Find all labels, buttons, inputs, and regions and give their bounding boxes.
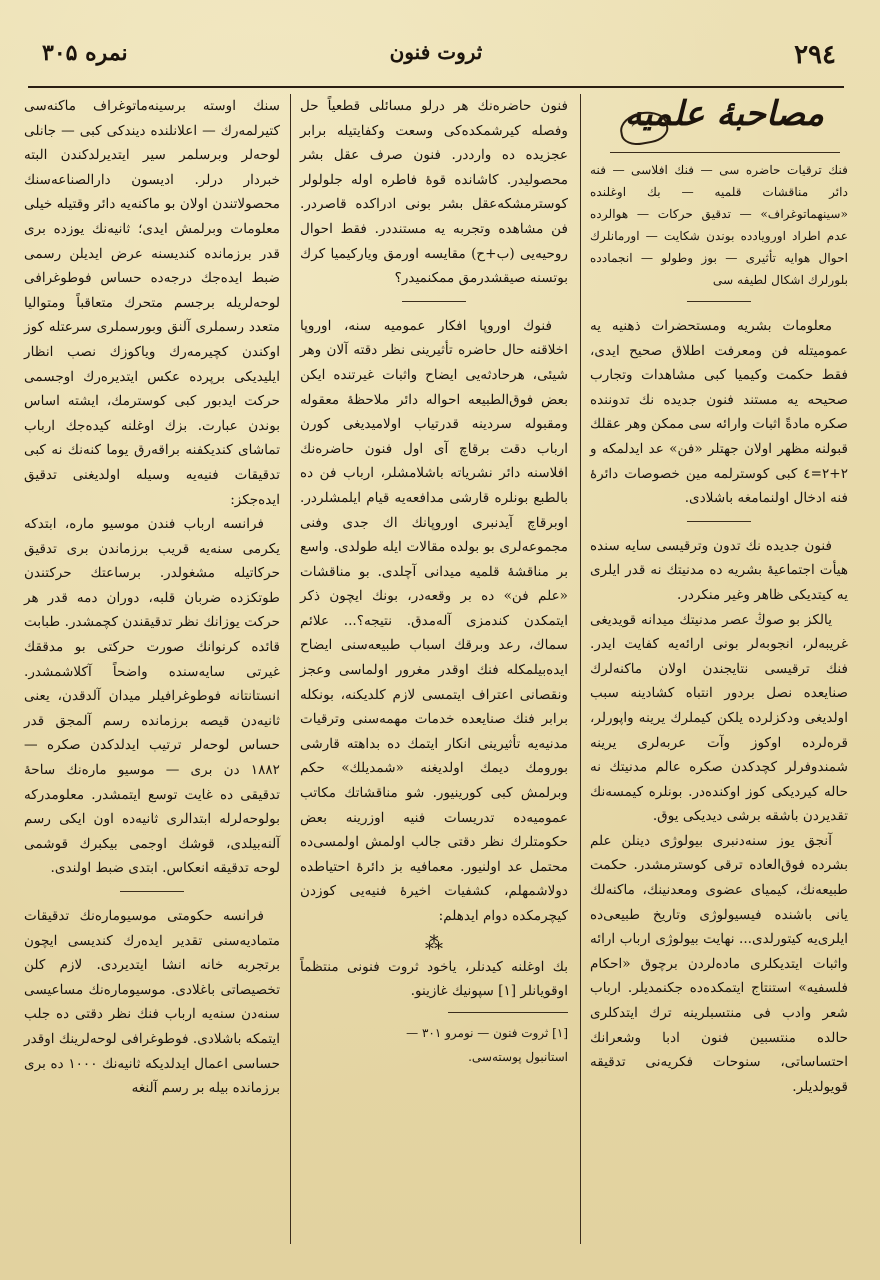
column-middle: [300, 94, 568, 1069]
section-separator: ⁂: [425, 932, 443, 954]
paragraph: فرانسه ارباب فندن موسيو ماره، ابتدكه يكرمی سنه‌يه قريب برزماندن بری تدقيق حركاتيله مشغولدر. برساعتك حركتندن طوتكزده ضربان قلبه، دوران دمه قدر هر حركت يوزانك نظر تدقيقندن كچمشدر. طبابت قائده كرنوانك صورت حركتی بو مدققك غيرتی سايه‌سنده واضحاً آكلاشمشدر. انستانتانه فوطوغرافيلر ميدان آلدقدن، يعنی ثانيه‌دن قيصه برزمانده رسم آلمجق قدر حساس لوحه‌لر ترتيب ايدلدكدن صكره — ۱۸۸۲ دن بری — موسيو ماره‌نك ساحهٔ تدقيقی ده غايت توسع ايتمشدر. معلومدركه بولوحه‌لرله ابتدالری ثانيه‌ده اون ايكی رسم آلنه‌بيلدی، قوشك اوجمی بيكبرك قوشمی لوحه تدقيقه انعكاس. ابتدی ضبط اولندی.: [24, 516, 280, 877]
page-header: [28, 34, 844, 88]
article-title: مصاحبهٔ علميه: [624, 94, 824, 134]
article-title-block: [610, 94, 840, 153]
paragraph: بك اوغلنه كيدنلر، ياخود ثروت فنونی منتظماً اوقويانلر [۱] سپونيك غازينو.: [300, 958, 568, 1000]
journal-title: ثروت فنون: [389, 40, 483, 64]
page-number: ۲۹٤: [794, 40, 836, 70]
article-summary: فنك ترقيات حاضره سی — فنك افلاسی — فنه دائر مناقشات قلميه — بك اوغلنده «سينهماتوغراف» — تدقيق حركات — هوالرده عدم اطراد اورويادده بوندن شكايت — اورمانلرك احوال هوايه تأثيری — بوز وطولو — انجمادده بلورلرك اشكال لطيفه سی: [590, 163, 848, 287]
paragraph: يالكز بو صوڭ عصر مدنيتك ميدانه قويديغی غريبه‌لر، انجوبه‌لر بونی ارائه‌يه كفايت ايدر. فنك ترقيسی نتايجندن اولان ماكنه‌لرك صنايعده نصل بردور انتباه كشادينه سبب اولديغی ودكزلرده يلكن كيملرك يرينه واپورلر، قره‌لرده اوكوز وآت عربه‌لری يرينه شمندوفرلر كچدكدن صكره عالم مدنيتك نه حاله كيرديكی كوز اوكنده‌در. بونلره كيمسه‌نك تقديردن باشقه برشی ديديكی يوق.: [590, 611, 848, 825]
summary-divider: [687, 301, 751, 302]
footnote-divider: [448, 1012, 568, 1013]
paragraph: فنون جديده نك تدون وترقيسی سايه سنده هيأت اجتماعيهٔ بشريه ده مدنيتك نه قدر ايلری يه كيتديكی ظاهر وغير منكردر.: [590, 537, 848, 603]
paragraph: سنك اوسته برسينه‌ماتوغراف ماكنه‌سی كتيرلمه‌رك — اعلانلنده ديندكی كبی — جانلی لوحه‌لر وبرسلمر سير ايتديرلدكندن البته خبردار درلر. اديسون دارالصناعه‌سنك محصولاتندن اولان بو ماكنه‌يه دائر وقتيله خيلی معلومات وبرلمش ايدی؛ ثانيه‌نك يوزده بری قدر برزمانده كنديسنه عرض ايديلن رسمی ضبط ايده‌جك درجه‌ده حساس فوطوغرافی لوحه‌لريله برجسم متحرك متعاقباً ومتواليا متعدد رسملری آلنق وبورسملری سرعتله كوز اوكندن كچيرمه‌رك وياكوزك نصب انظار ايليديكی برپرده عكس ايتديره‌رك اوجسمی حركت ايدبور كبی كوسترمك، ايشته اساس بوندن عبارت. بزك اوغلنه كيده‌جك ارباب تماشای كنديكفنه براقه‌رق يوما كنه‌نك نه كبی تدقيقات فنيه‌يه وسيله اولديغنی تدقيق ايده‌جكز:: [24, 98, 280, 508]
column-right: [590, 94, 848, 1099]
paragraph: آنجق يوز سنه‌دنبری بيولوژی دينلن علم بشرده فوق‌العاده ترقی كوسترمشدر. حكمت طبيعه‌نك، كيميای عضوی ومعدنينك، ماكنه‌لك يانی باشنده فيسيولوژی وتاريخ طبيعی‌ده ايلری‌يه كيتورلدی... نهايت بيولوژی ارباب ارائه واثبات ايتديكلری ماده‌لردن برچوق «احكام فلسفيه» استنتاج ايتمكده‌ده جكنمديلر. ارباب شعر وادب فی منتسبلرينه ترك ايتدكلری حالده منتسبين فنون ادبا وشعرانك احتساساتی، سنوحات فكريه‌نی تدقيقه قويولديلر.: [590, 832, 848, 1095]
column-left: [24, 94, 280, 1101]
paragraph: فرانسه حكومتی موسيوماره‌نك تدقيقات متماديه‌سنی تقدير ايده‌رك كنديسی ايچون برتجربه خانه انشا ايتديردی. لازم كلن تخصيصاتی باغلادی. موسيوماره‌نك مساعيسی سنه‌دن سنه‌يه ارباب فنك نظر دقتی ده جلب ايتمكه باشلادی. فوطوغرافی لوحه‌لرينك اوقدر حساسی اعمال ايدلديكه ثانيه‌نك ۱۰۰۰ ده بری برزمانده بيله بر رسم آلنغه: [24, 908, 280, 1097]
paragraph-divider: [120, 891, 184, 892]
paragraph: فنوك اوروپا افكار عموميه سنه، اوروپا اخلاقنه حال حاضره تأثيرينی نظر دقته آلان وهر شيئی، هرحادثه‌يی ايضاح واثبات غيرتنده ايكن بعض فوق‌الطبيعه احواله دائر ملاحظهٔ معقوله ومقبوله سردينه قدرتياب اولاميديغی كورن ارباب دقت برقاچ آی اول فنون حاضره‌نك افلاسنه دائر نشرياته باشلامشلر، ارباب فن ده بالطبع بونلره قارشی مدافعه‌يه قيام ايلمشلردر. اوبرقاچ آيدنبری اوروپانك اك جدی وفنی مجموعه‌لری بو بولده مقالات ايله طولدی. واسع بر مناقشهٔ قلميه ميدانی آچلدی. بو مناقشات «علم فن» ده بر وقعه‌در، بونك ايچون ذكر ايتمكدن كندمزی آله‌مدق. نتيجه؟... علائم سماك، رعد وبرقك اسباب طبيعه‌سنی ايضاح ايده‌بيلمكله فنك اوقدر مغرور اولماسی وعجز ونقصانی اعتراف ايتمسی لازم كلديكنه، بونكله برابر فنك صنايعده خدمات مهمه‌سنی وترقيات مدنيه‌يه تأثيرينی انكار ايتمك ده بداهته قارشی بورومك ديمك اولديغنه «شمديلك» حكم وبرلمش كبی كورينيور. شو مناقشاتك مكاتب عموميه‌ده تدريسات فنيه اوزرينه بعض حكومتلرك نظر دقتی جالب اولمش اولمسی‌ده محتمل عد اولنيور. معمافيه بز دائرهٔ احتياطده دولاشمهلم، كشفيات اخيرهٔ فنيه‌يی كوزدن كيچرمكده دوام ايدهلم:: [300, 317, 568, 924]
paragraph: معلومات بشريه ومستحضرات ذهنيه يه عموميتله فن ومعرفت اطلاق صحيح ايدی، فقط حكمت وكيميا كبی مشاهدات وتجارب صحيحه يه مستند فنون جديده نك تدوننده صكره مادةً اثبات وارائه سی ممكن وهر عقلك قبولنه مظهر اولان جهتلر «فن» عد ايدلمكه و ۲+۲=٤ كبی كوسترلمه مين خصوصات دائرهٔ فنه ادخال اولنمامغه باشلادی.: [590, 318, 848, 507]
column-divider-left: [290, 94, 291, 1244]
paragraph-divider: [402, 301, 466, 302]
paragraph: فنون حاضره‌نك هر درلو مسائلی قطعياً حل وفصله كيرشمكده‌كی وسعت وكفايتيله برابر عجزيده ده وارددر. فنون صرف عقل بشر محصوليدر. كاشانده قوهٔ فاطره اوله جلولولر كوسترمشكه‌عقل بشر بونی ادراكده قاصردر. فن مشاهده وتجربه يه مستنددر. فقط احوال روحيه‌يی (ب+ح) مقايسه اورمق وياركيميا كرك بوتسنه صيقشدرمق ممكنميدر؟: [300, 98, 568, 287]
column-divider-right: [580, 94, 581, 1244]
footnote: [۱] ثروت فنون — نومرو ۳۰۱ —: [406, 1025, 568, 1040]
paragraph-divider: [687, 521, 751, 522]
issue-number: نمره ۳۰۵: [42, 40, 128, 66]
footnote-continuation: استانبول پوسته‌سی.: [468, 1049, 568, 1064]
